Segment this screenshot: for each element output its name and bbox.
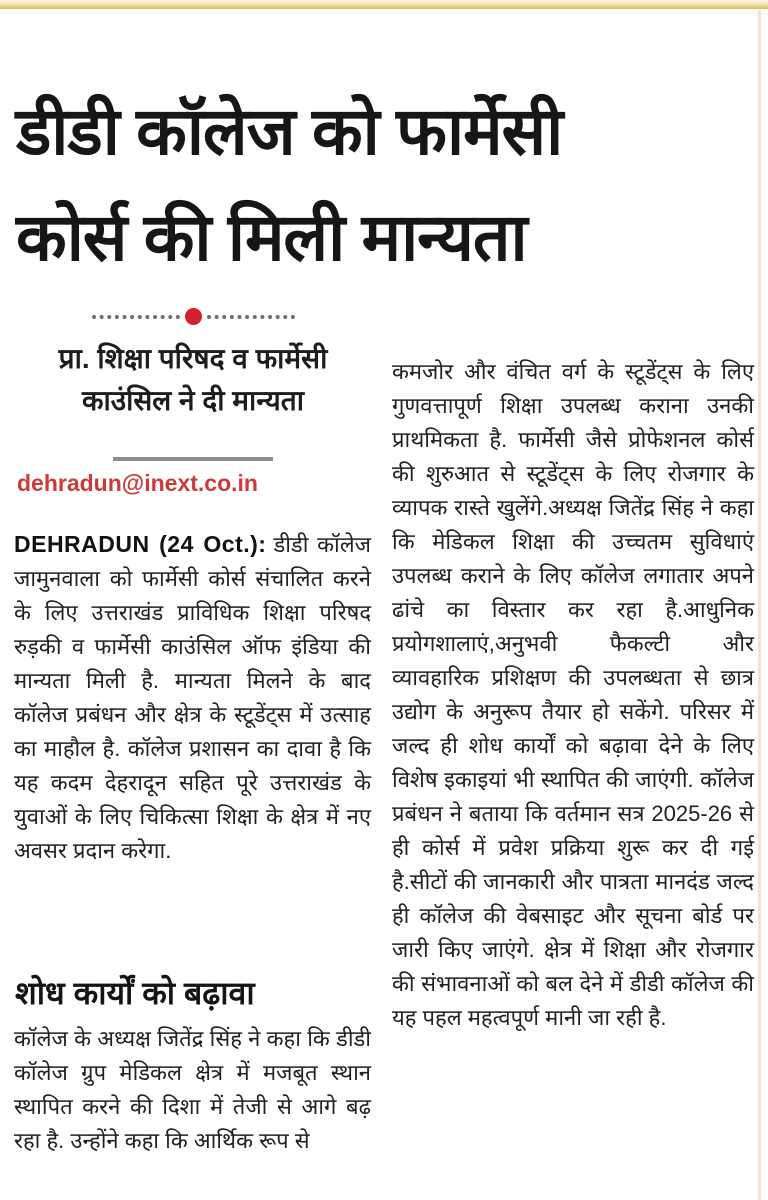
article-paragraph-3: कमजोर और वंचित वर्ग के स्टूडेंट्स के लिए गुणवत्तापूर्ण शिक्षा उपलब्ध कराना उनकी प्राथमिकता है. फार्मेसी जैसे प्रोफेशनल कोर्स की शुरुआत से स्टूडेंट्स के लिए रोजगार के व्यापक रास्ते खुलेंगे.अध्यक्ष जितेंद्र सिंह ने कहा कि मेडिकल शिक्षा की उच्चतम सुविधाएं उपलब्ध कराने के लिए कॉलेज लगातार अपने ढांचे का विस्तार कर रहा है.आधुनिक प्रयोगशालाएं,अनुभवी फैकल्टी और व्यावहारिक प्रशिक्षण की उपलब्धता से छात्र उद्योग के अनुरूप तैयार हो सकेंगे. परिसर में जल्द ही शोध कार्यों को बढ़ावा देने के लिए विशेष इकाइयां भी स्थापित की जाएंगी. कॉलेज प्रबंधन ने बताया कि वर्तमान सत्र 2025-26 से ही कोर्स में प्रवेश प्रक्रिया शुरू कर दी गई है.सीटों की जानकारी और पात्रता मानदंड जल्द ही कॉलेज की वेबसाइट और सूचना बोर्ड पर जारी किए जाएंगे. क्षेत्र में शिक्षा और रोजगार की संभावनाओं को बल देने में डीडी कॉलेज की यह पहल महत्वपूर्ण मानी जा रही है. — [392, 359, 754, 1030]
subheading-line-1: प्रा. शिक्षा परिषद व फार्मेसी — [58, 343, 328, 374]
subheading-line-2: काउंसिल ने दी मान्यता — [82, 385, 304, 416]
section-heading: शोध कार्यों को बढ़ावा — [15, 974, 255, 1011]
headline-line-1: डीडी कॉलेज को फार्मेसी — [16, 94, 563, 169]
decorative-divider — [14, 308, 372, 325]
headline-line-2: कोर्स की मिली मान्यता — [16, 200, 527, 275]
contact-email-link[interactable]: dehradun@inext.co.in — [17, 470, 258, 496]
article-headline — [16, 78, 756, 290]
scan-top-fade — [0, 9, 768, 23]
divider-dashes-left — [92, 315, 180, 319]
scan-top-gold-strip — [0, 0, 768, 9]
scan-right-edge-line — [758, 10, 761, 1200]
gray-rule — [113, 457, 273, 461]
divider-dashes-right — [207, 315, 295, 319]
article-subheading — [14, 338, 372, 422]
article-paragraph-1 — [14, 527, 371, 868]
red-dot-icon — [185, 308, 202, 325]
article-paragraph-2: कॉलेज के अध्यक्ष जितेंद्र सिंह ने कहा कि डीडी कॉलेज ग्रुप मेडिकल क्षेत्र में मजबूत स्थान स्थापित करने की दिशा में तेजी से आगे बढ़ रहा है. उन्होंने कहा कि आर्थिक रूप से — [14, 1026, 371, 1153]
dateline: DEHRADUN (24 Oct.): — [14, 531, 267, 557]
paragraph-1-text: डीडी कॉलेज जामुनवाला को फार्मेसी कोर्स संचालित करने के लिए उत्तराखंड प्राविधिक शिक्षा परिषद रुड़की व फार्मेसी काउंसिल ऑफ इंडिया की मान्यता मिली है. मान्यता मिलने के बाद कॉलेज प्रबंधन और क्षेत्र के स्टूडेंट्स में उत्साह का माहौल है. कॉलेज प्रशासन का दावा है कि यह कदम देहरादून सहित पूरे उत्तराखंड के युवाओं के लिए चिकित्सा शिक्षा के क्षेत्र में नए अवसर प्रदान करेगा. — [14, 532, 371, 863]
